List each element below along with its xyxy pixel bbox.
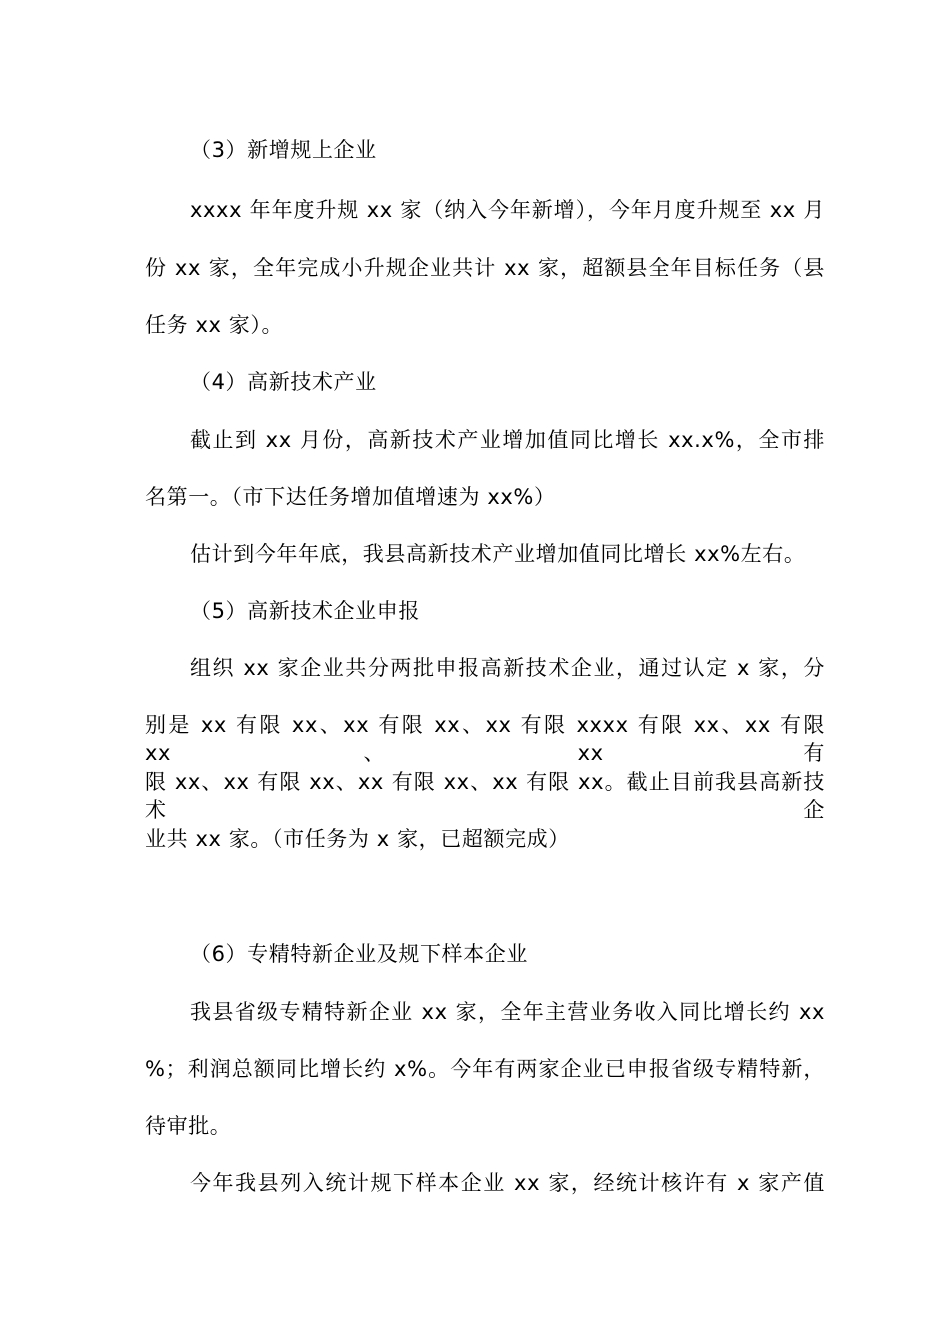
paragraph-line: 截止到 xx 月份，高新技术产业增加值同比增长 xx.x%，全市排 <box>190 428 825 452</box>
paragraph-line: 别是 xx 有限 xx、xx 有限 xx、xx 有限 xxxx 有限 xx、xx 有限 xx、xx 有 <box>145 713 825 765</box>
paragraph-line: 业共 xx 家。（市任务为 x 家，已超额完成） <box>145 827 570 851</box>
section-heading-6: （6）专精特新企业及规下样本企业 <box>190 942 528 966</box>
paragraph-line: 组织 xx 家企业共分两批申报高新技术企业，通过认定 x 家，分 <box>190 656 825 680</box>
paragraph-line: 估计到今年年底，我县高新技术产业增加值同比增长 xx%左右。 <box>190 542 806 566</box>
paragraph-line: 任务 xx 家）。 <box>145 313 284 337</box>
section-heading-4: （4）高新技术产业 <box>190 370 377 394</box>
paragraph-line: 名第一。（市下达任务增加值增速为 xx%） <box>145 485 556 509</box>
section-heading-3: （3）新增规上企业 <box>190 138 377 162</box>
paragraph-line: %；利润总额同比增长约 x%。今年有两家企业已申报省级专精特新， <box>145 1057 825 1081</box>
paragraph-line: 限 xx、xx 有限 xx、xx 有限 xx、xx 有限 xx。截止目前我县高新技术企 <box>145 770 825 822</box>
paragraph-line: 份 xx 家，全年完成小升规企业共计 xx 家，超额县全年目标任务（县 <box>145 256 825 280</box>
paragraph-line: 我县省级专精特新企业 xx 家，全年主营业务收入同比增长约 xx <box>190 1000 825 1024</box>
paragraph-line: xxxx 年年度升规 xx 家（纳入今年新增），今年月度升规至 xx 月 <box>190 198 825 222</box>
paragraph-line: 待审批。 <box>145 1114 232 1138</box>
paragraph-line: 今年我县列入统计规下样本企业 xx 家，经统计核许有 x 家产值 <box>190 1171 825 1195</box>
section-heading-5: （5）高新技术企业申报 <box>190 599 420 623</box>
